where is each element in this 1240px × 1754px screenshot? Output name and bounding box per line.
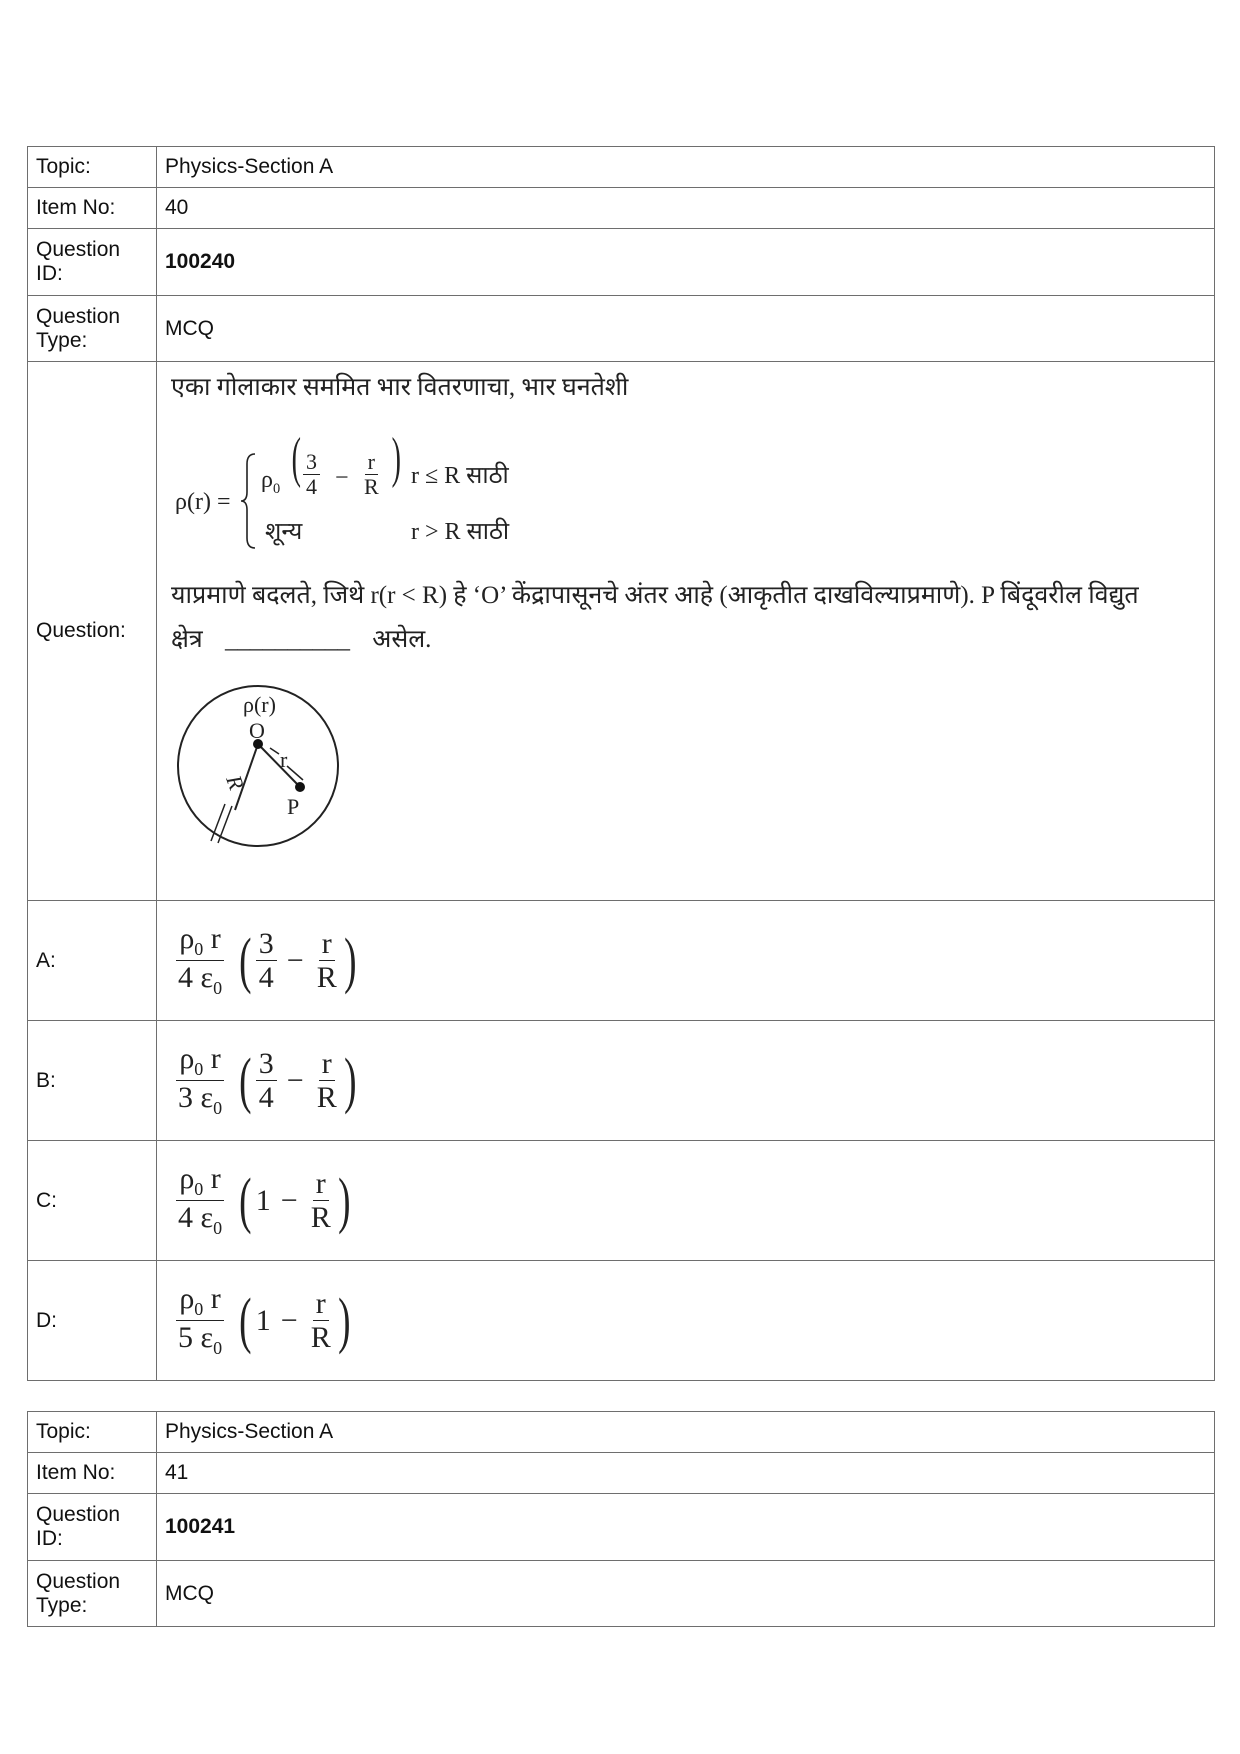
question-body xyxy=(157,362,1215,901)
fig-R-label: R xyxy=(221,771,250,794)
option-c-formula: $\frac{\rho_0 r}{4 \varepsilon_0}$ ( 1 − $\frac{r}{R}$ ) xyxy=(157,1141,1215,1261)
line3-text-a: क्षेत्र xyxy=(171,626,203,653)
option-a-label: A: xyxy=(28,901,157,1021)
fig-r-label: r xyxy=(280,747,288,772)
curly-brace-icon xyxy=(239,452,257,550)
case2-condition: r > R साठी xyxy=(411,519,510,545)
option-d-label: D: xyxy=(28,1261,157,1381)
item-no-value: 40 xyxy=(157,188,1215,229)
option-c-label: C: xyxy=(28,1141,157,1261)
topic-label: Topic: xyxy=(28,1412,157,1453)
question-label: Question: xyxy=(28,362,157,901)
question-type-value: MCQ xyxy=(157,296,1215,362)
answer-blank: __________ xyxy=(224,626,350,653)
topic-label: Topic: xyxy=(28,147,157,188)
fig-p-label: P xyxy=(287,794,300,819)
question-table-40 xyxy=(27,146,1215,1381)
question-id-value: 100241 xyxy=(157,1494,1215,1561)
question-id-value: 100240 xyxy=(157,229,1215,296)
line3-text-b: असेल. xyxy=(372,626,432,653)
question-type-value: MCQ xyxy=(157,1561,1215,1627)
fig-o-label: O xyxy=(249,718,265,743)
question-line-1: एका गोलाकार सममित भार वितरणाचा, भार घनतेशी xyxy=(171,374,629,401)
option-a-formula: $\frac{\rho_0 r}{4 \varepsilon_0}$ ( $\frac{3}{4}$ − $\frac{r}{R}$ ) xyxy=(157,901,1215,1021)
question-type-label: Question Type: xyxy=(28,296,157,362)
charged-sphere-figure xyxy=(175,682,345,852)
question-id-label: Question ID: xyxy=(28,1494,157,1561)
option-b-formula: $\frac{\rho_0 r}{3 \varepsilon_0}$ ( $\frac{3}{4}$ − $\frac{r}{R}$ ) xyxy=(157,1021,1215,1141)
question-type-label: Question Type: xyxy=(28,1561,157,1627)
item-no-label: Item No: xyxy=(28,188,157,229)
rho-lhs: ρ(r) = xyxy=(175,489,231,515)
option-d-formula: $\frac{\rho_0 r}{5 \varepsilon_0}$ ( 1 − $\frac{r}{R}$ ) xyxy=(157,1261,1215,1381)
case2-value: शून्य xyxy=(265,519,303,545)
fig-rho-label: ρ(r) xyxy=(243,692,276,717)
topic-value: Physics-Section A xyxy=(157,147,1215,188)
question-line-3 xyxy=(171,628,431,652)
option-b-label: B: xyxy=(28,1021,157,1141)
case1-condition: r ≤ R साठी xyxy=(411,463,509,489)
question-id-label: Question ID: xyxy=(28,229,157,296)
question-line-2: याप्रमाणे बदलते, जिथे r(r < R) हे ‘O’ केंद्रापासूनचे अंतर आहे (आकृतीत दाखविल्याप्रमाणे). P बिंदूवरील विद्युत xyxy=(171,582,1139,609)
question-table-41 xyxy=(27,1411,1215,1627)
topic-value: Physics-Section A xyxy=(157,1412,1215,1453)
item-no-value: 41 xyxy=(157,1453,1215,1494)
item-no-label: Item No: xyxy=(28,1453,157,1494)
density-equation: ρ(r) = $\rho_0$ ( $\frac{3}{4}$ − $\frac{r}{R}$ ) r ≤ R साठी शून्य r > R साठी xyxy=(175,450,515,550)
